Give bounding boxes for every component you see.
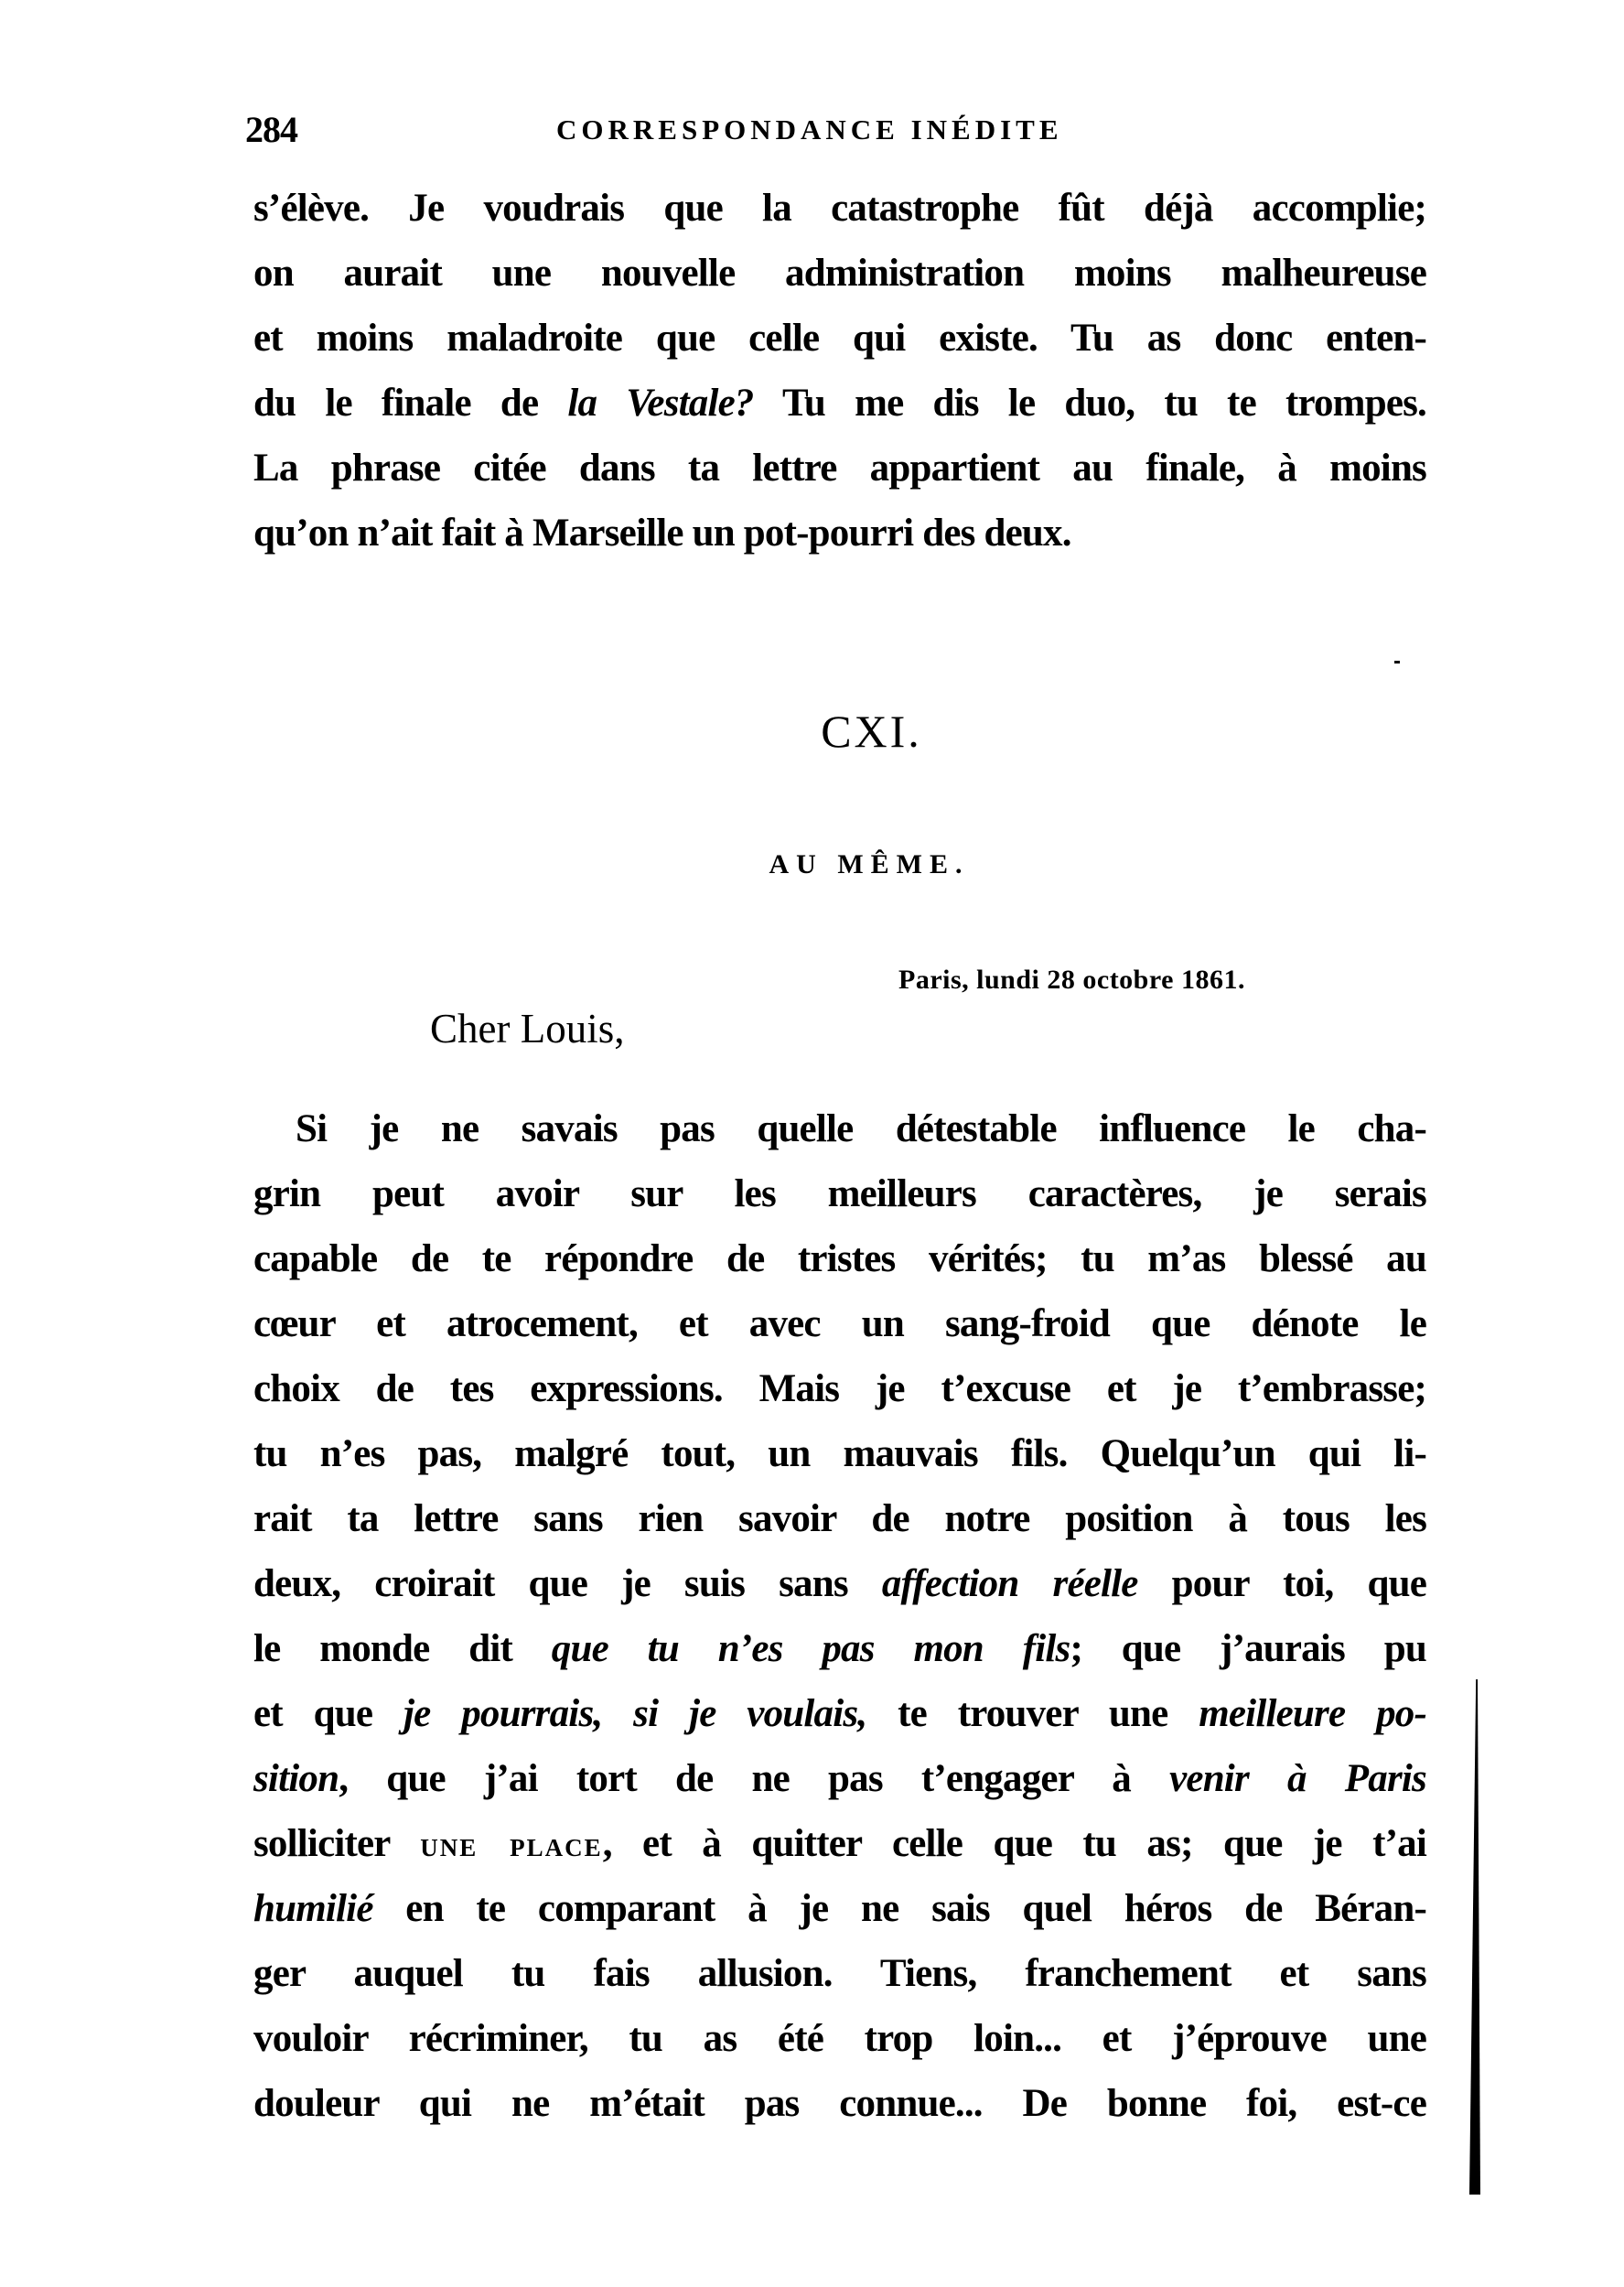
text-line: Si je ne savais pas quelle détestable influence le cha- xyxy=(296,1107,1426,1150)
text-run: pour toi, que xyxy=(1137,1562,1426,1605)
italic-emphasis: que tu n’es pas mon fils xyxy=(551,1627,1070,1670)
letter-dateline: Paris, lundi 28 octobre 1861. xyxy=(898,965,1245,995)
text-line xyxy=(253,1811,1426,1876)
italic-emphasis: humilié xyxy=(253,1887,373,1930)
italic-emphasis: venir à Paris xyxy=(1169,1757,1426,1800)
letter-body xyxy=(253,1096,1426,2136)
text-line: on aurait une nouvelle administration moins malheureuse xyxy=(253,252,1426,295)
text-line: cœur et atrocement, et avec un sang-froid que dénote le xyxy=(253,1302,1426,1345)
text-line: et moins maladroite que celle qui existe. Tu as donc enten- xyxy=(253,317,1426,360)
text-line: tu n’es pas, malgré tout, un mauvais fils. Quelqu’un qui li- xyxy=(253,1432,1426,1475)
text-line: rait ta lettre sans rien savoir de notre position à tous les xyxy=(253,1497,1426,1540)
text-run: solliciter xyxy=(253,1822,421,1865)
text-line xyxy=(253,1551,1426,1616)
text-run: Tu me dis le duo, tu te trompes. xyxy=(753,382,1426,425)
running-head xyxy=(245,108,1435,163)
italic-emphasis: meilleure po- xyxy=(1199,1692,1426,1735)
letter-salutation: Cher Louis, xyxy=(430,1006,625,1052)
text-line xyxy=(253,1746,1426,1811)
text-line: s’élève. Je voudrais que la catastrophe fût déjà accomplie; xyxy=(253,187,1426,230)
text-run: en te comparant à je ne sais quel héros de Béran- xyxy=(372,1887,1426,1930)
text-line xyxy=(253,1616,1426,1681)
italic-title: la Vestale? xyxy=(567,382,754,425)
italic-emphasis: je pourrais, si je voulais, xyxy=(403,1692,867,1735)
letter-number: CXI. xyxy=(821,706,922,757)
text-run: ; que j’aurais pu xyxy=(1070,1627,1426,1670)
text-line: ger auquel tu fais allusion. Tiens, franchement et sans xyxy=(253,1952,1426,1995)
scan-speck xyxy=(1394,661,1400,663)
text-run: le monde dit xyxy=(253,1627,552,1670)
text-line: choix de tes expressions. Mais je t’excuse et je t’embrasse; xyxy=(253,1367,1426,1410)
text-run: du le finale de xyxy=(253,382,568,425)
text-line xyxy=(253,1876,1426,1941)
text-line: douleur qui ne m’était pas connue... De bonne foi, est-ce xyxy=(253,2082,1426,2125)
text-line xyxy=(253,1681,1426,1746)
italic-emphasis: affection réelle xyxy=(881,1562,1138,1605)
text-line: La phrase citée dans ta lettre appartient au finale, à moins xyxy=(253,447,1426,490)
italic-emphasis: sition xyxy=(253,1757,339,1800)
scan-edge-shadow xyxy=(1469,1679,1480,2195)
text-run: deux, croirait que je suis sans xyxy=(253,1562,882,1605)
text-run: , que j’ai tort de ne pas t’engager à xyxy=(339,1757,1170,1800)
text-line: grin peut avoir sur les meilleurs caractères, je serais xyxy=(253,1172,1426,1215)
text-line: vouloir récriminer, tu as été trop loin... et j’éprouve une xyxy=(253,2017,1426,2060)
small-caps-emphasis: une place xyxy=(420,1826,603,1864)
page-number: 284 xyxy=(245,109,297,150)
text-run: , et à quitter celle que tu as; que je t’ai xyxy=(602,1822,1426,1865)
text-run: et que xyxy=(253,1692,403,1735)
text-run: te trouver une xyxy=(866,1692,1199,1735)
text-line xyxy=(253,371,1426,436)
letter-addressee: AU MÊME. xyxy=(769,849,970,879)
continued-paragraph xyxy=(253,176,1426,566)
text-line: qu’on n’ait fait à Marseille un pot-pourri des deux. xyxy=(253,512,1071,555)
text-line: capable de te répondre de tristes vérités; tu m’as blessé au xyxy=(253,1237,1426,1280)
running-title: CORRESPONDANCE INÉDITE xyxy=(556,113,1063,146)
